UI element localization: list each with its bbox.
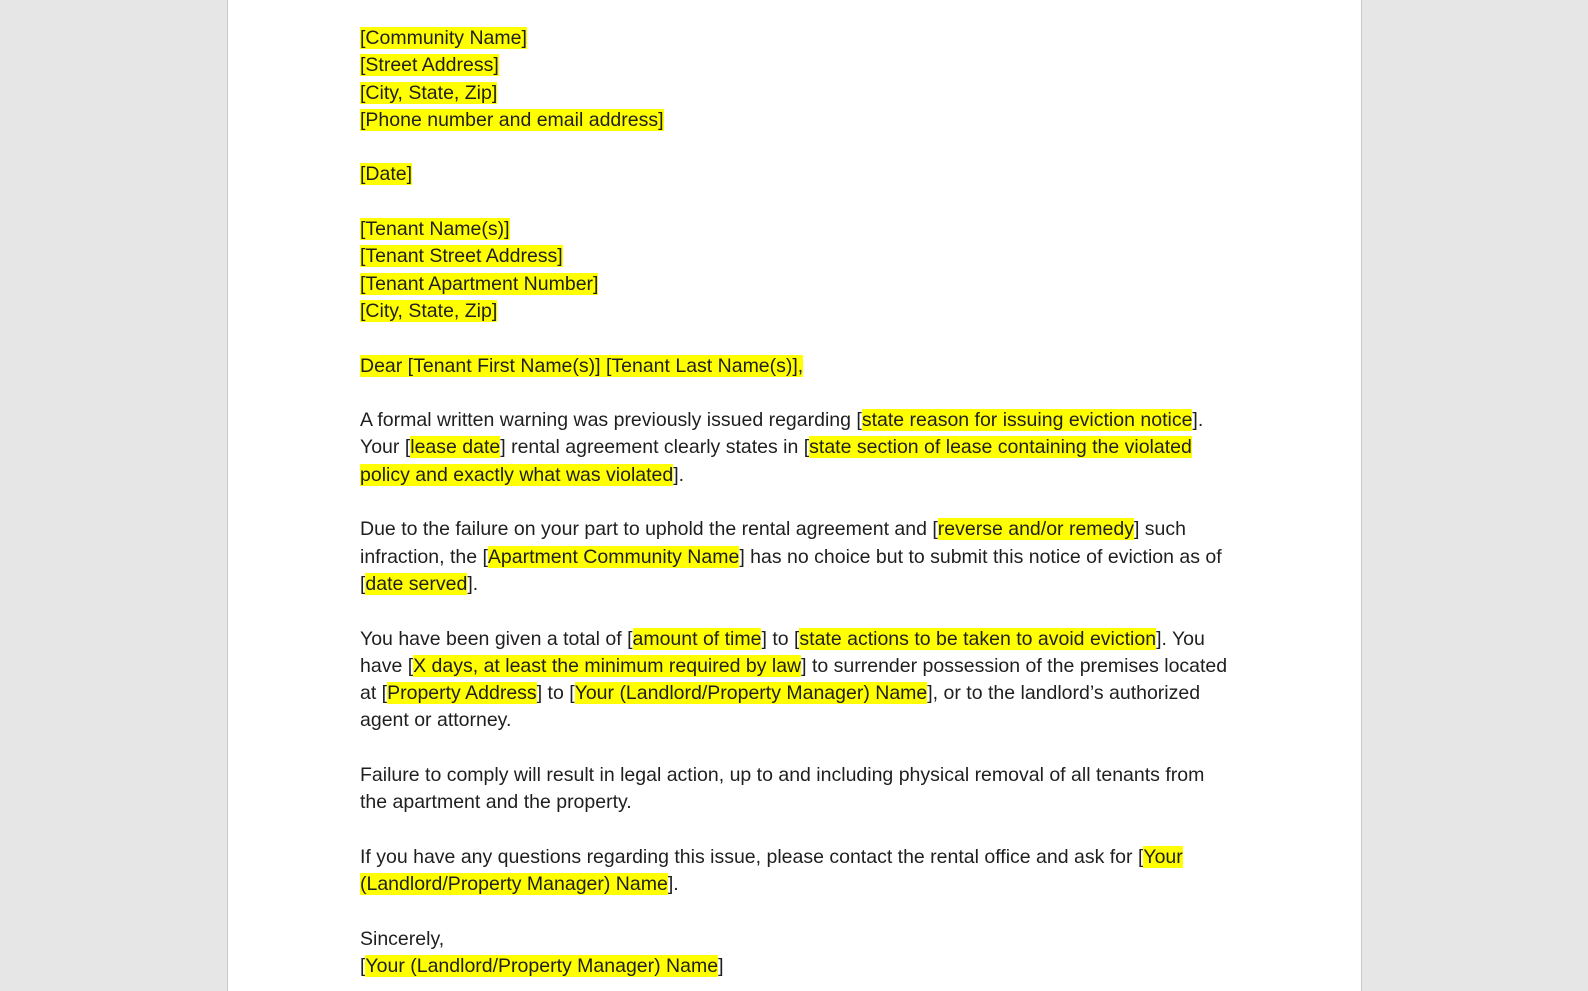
p3-text-4: ] to surrender possession of the premises located at [ xyxy=(360,654,1228,705)
paragraph-consequence xyxy=(360,762,1230,817)
p2-text-2: ] such infraction, the [ xyxy=(360,518,1186,568)
p3-amount-of-time-placeholder: amount of time xyxy=(632,627,762,650)
p5-text-2: ]. xyxy=(667,873,679,896)
closing-landlord-name-placeholder: Your (Landlord/Property Manager) Name xyxy=(365,955,719,978)
salutation xyxy=(360,353,1230,380)
paragraph-contact xyxy=(360,844,1230,899)
phone-email-placeholder: [Phone number and email address] xyxy=(360,108,664,131)
p3-days-placeholder: X days, at least the minimum required by law xyxy=(413,654,802,677)
p2-text-4: ]. xyxy=(467,572,479,595)
closing-sincerely: Sincerely, xyxy=(360,927,445,950)
street-address-placeholder: [Street Address] xyxy=(360,54,499,77)
p1-text-3: ] rental agreement clearly states in [ xyxy=(500,436,810,459)
p1-text-2: ]. Your [ xyxy=(360,409,1204,459)
tenant-names-placeholder: [Tenant Name(s)] xyxy=(360,218,510,241)
p2-text-3: ] has no choice but to submit this notice of eviction as of [ xyxy=(360,545,1222,595)
p3-text-5: ] to [ xyxy=(536,682,575,705)
closing-close-bracket: ] xyxy=(718,955,724,978)
p3-text-1: You have been given a total of [ xyxy=(360,627,633,650)
p3-text-2: ] to [ xyxy=(761,627,800,650)
p2-text-1: Due to the failure on your part to uphold the rental agreement and [ xyxy=(360,518,938,541)
p1-text-4: ]. xyxy=(673,463,685,486)
p1-text-1: A formal written warning was previously issued regarding [ xyxy=(360,409,862,432)
p4-text: Failure to comply will result in legal action, up to and including physical removal of all tenants from the apartment and the property. xyxy=(360,764,1205,814)
p1-lease-section-placeholder: state section of lease containing the violated policy and exactly what was violated xyxy=(360,436,1192,486)
p1-reason-placeholder: state reason for issuing eviction notice xyxy=(861,409,1193,432)
recipient-address-block xyxy=(360,216,1230,325)
p1-lease-date-placeholder: lease date xyxy=(410,436,501,459)
p3-property-address-placeholder: Property Address xyxy=(387,682,537,705)
p3-text-3: ]. You have [ xyxy=(360,627,1205,677)
p3-text-6: ], or to the landlord’s authorized agent or attorney. xyxy=(360,682,1201,732)
community-name-placeholder: [Community Name] xyxy=(360,27,527,49)
closing-block xyxy=(360,926,1230,981)
letter-body[interactable] xyxy=(360,25,1230,980)
document-page[interactable] xyxy=(227,0,1362,991)
p3-actions-placeholder: state actions to be taken to avoid eviction xyxy=(799,627,1157,650)
paragraph-timeline xyxy=(360,626,1230,735)
tenant-city-state-zip-placeholder: [City, State, Zip] xyxy=(360,299,498,322)
p2-community-name-placeholder: Apartment Community Name xyxy=(487,545,740,568)
p2-remedy-placeholder: reverse and/or remedy xyxy=(937,518,1134,541)
city-state-zip-placeholder: [City, State, Zip] xyxy=(360,81,498,104)
tenant-apartment-placeholder: [Tenant Apartment Number] xyxy=(360,272,599,295)
tenant-street-placeholder: [Tenant Street Address] xyxy=(360,245,563,268)
p2-date-served-placeholder: date served xyxy=(365,572,468,595)
date-line xyxy=(360,161,1230,188)
sender-address-block xyxy=(360,25,1230,134)
date-placeholder: [Date] xyxy=(360,163,413,186)
p5-landlord-name-placeholder: Your (Landlord/Property Manager) Name xyxy=(360,845,1183,896)
paragraph-warning xyxy=(360,407,1230,489)
salutation-text: Dear [Tenant First Name(s)] [Tenant Last Name(s)], xyxy=(360,354,804,377)
p3-landlord-name-placeholder: Your (Landlord/Property Manager) Name xyxy=(574,682,928,705)
paragraph-failure xyxy=(360,516,1230,598)
p5-text-1: If you have any questions regarding this issue, please contact the rental office and ask for [ xyxy=(360,845,1144,868)
closing-open-bracket: [ xyxy=(360,955,366,978)
